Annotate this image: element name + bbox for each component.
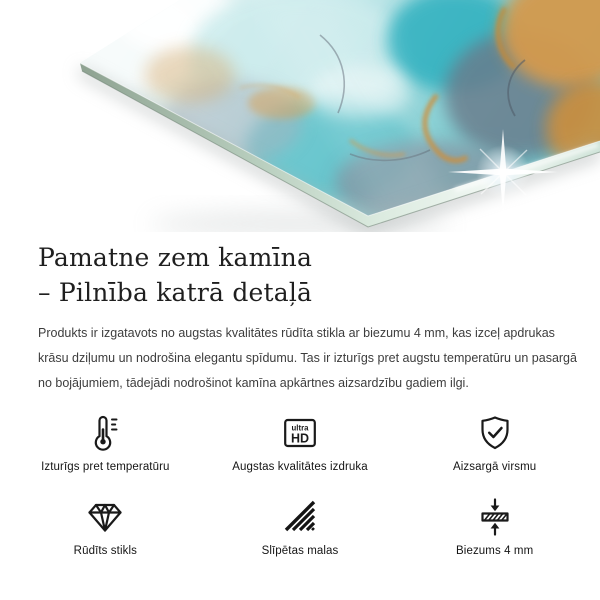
text-block: [0, 240, 600, 396]
feature-temperature-resistant: [8, 411, 203, 473]
page-title: [38, 240, 570, 310]
feature-surface-protection: [397, 411, 592, 473]
beveled-edges-icon: [280, 495, 320, 537]
product-photo: [0, 0, 600, 232]
product-description: [38, 321, 577, 396]
features-grid: [8, 411, 592, 557]
ultra-hd-badge-bottom: HD: [290, 431, 310, 446]
feature-label: Slīpētas malas: [261, 545, 339, 557]
description-line: krāsu dziļumu un nodrošina elegantu spīdumu. Tas ir izturīgs pret augstu temperatūru un pasargā: [38, 351, 577, 365]
title-line-2: – Pilnība katrā detaļā: [38, 278, 313, 307]
ultra-hd-badge-top: ultra: [291, 423, 309, 433]
shield-check-icon: [475, 411, 515, 453]
title-line-1: Pamatne zem kamīna: [38, 243, 313, 272]
feature-tempered-glass: [8, 495, 203, 557]
feature-label: Aizsargā virsmu: [453, 461, 537, 473]
feature-label: Augstas kvalitātes izdruka: [232, 461, 368, 473]
thermometer-icon: [85, 411, 125, 453]
feature-ultra-hd-print: [203, 411, 398, 473]
thickness-icon: [475, 495, 515, 537]
glass-panel-illustration: [0, 0, 600, 232]
diamond-icon: [85, 495, 125, 537]
description-line: Produkts ir izgatavots no augstas kvalitātes rūdīta stikla ar biezumu 4 mm, kas izceļ apdrukas: [38, 326, 555, 340]
description-line: no bojājumiem, tādejādi nodrošinot kamīna apkārtnes aizsardzību gadiem ilgi.: [38, 376, 469, 390]
feature-label: Rūdīts stikls: [73, 545, 137, 557]
feature-label: Izturīgs pret temperatūru: [41, 461, 170, 473]
feature-label: Biezums 4 mm: [456, 545, 534, 557]
ultra-hd-icon: [280, 411, 320, 453]
feature-thickness: [397, 495, 592, 557]
feature-beveled-edges: [203, 495, 398, 557]
